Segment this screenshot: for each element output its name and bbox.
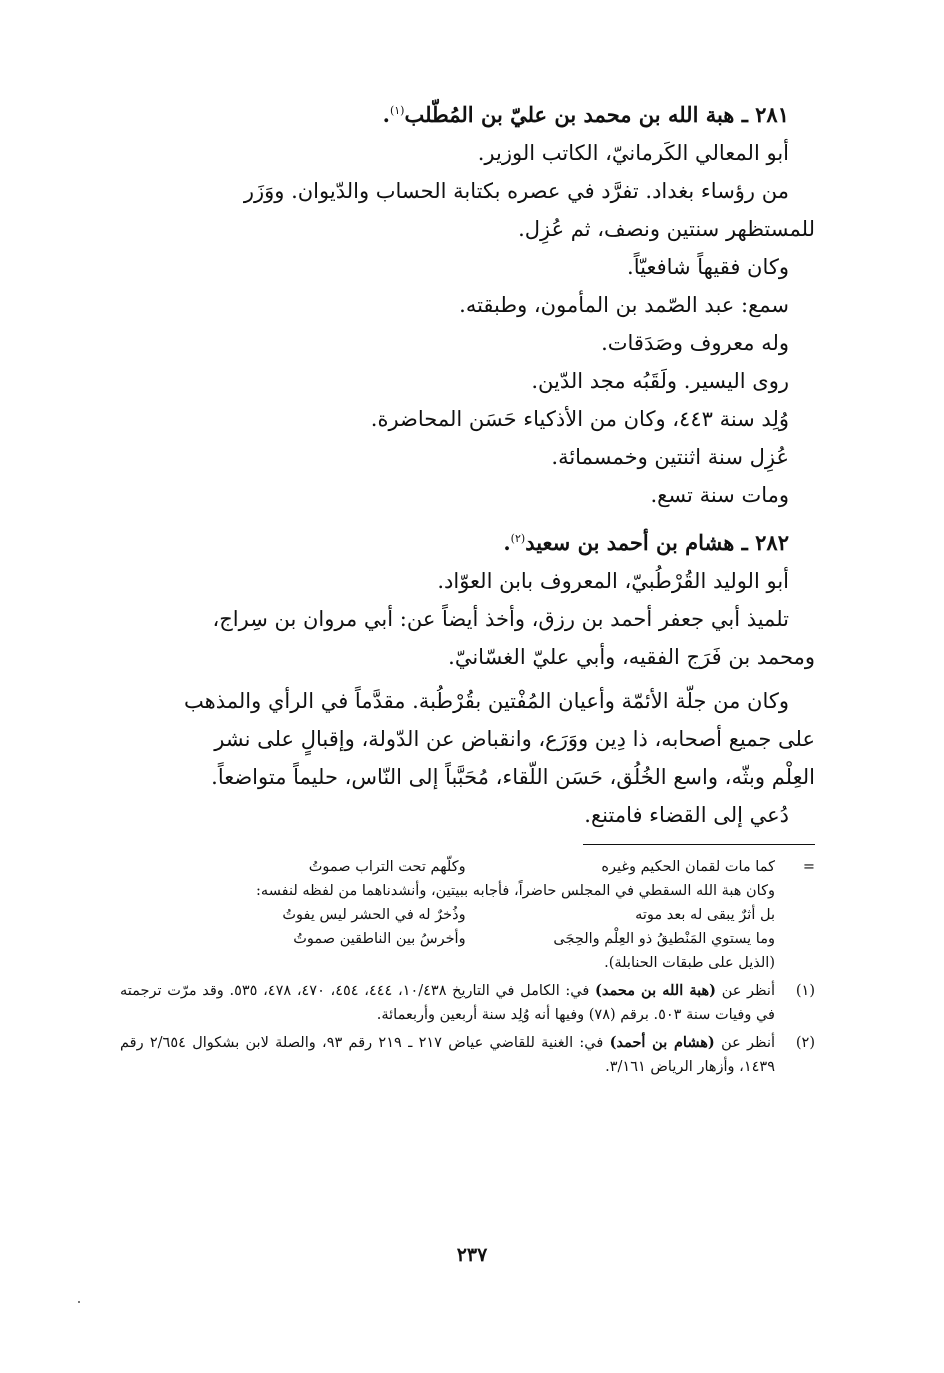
footnote-divider <box>583 844 815 845</box>
scan-speck <box>78 1301 80 1303</box>
verse-hemistich: بل أثرٌ يبقى له بعد موته <box>635 907 775 923</box>
text-line: سمع: عبد الصّمد بن المأمون، وطبقته. <box>459 293 789 317</box>
text-line: ومات سنة تسع. <box>650 483 789 507</box>
verse-line <box>120 855 775 879</box>
verse-hemistich: وأخرسُ بين الناطقين صموتُ <box>293 931 466 947</box>
footnote-body: أنظر عن (هشام بن أحمد) في: الغنية للقاضي عياض ٢١٧ ـ ٢١٩ رقم ٩٣، والصلة لابن بشكوال ٢/٦٥٤ رقم ١٤٣٩، وأزهار الرياض ٣/١٦١. <box>120 1034 776 1075</box>
footnote-continuation <box>120 855 815 975</box>
text-line: للمستظهر سنتين ونصف، ثم عُزِل. <box>518 217 815 241</box>
page-number: ٢٣٧ <box>456 1244 488 1266</box>
text-line: على جميع أصحابه، ذا دِين ووَرَع، وانقباض عن الدّولة، وإقبالٍ على نشر <box>214 727 815 751</box>
text-line: وكان من جلّة الأئمّة وأعيان المُفْتين بقُرْطُبة. مقدَّماً في الرأي والمذهب <box>184 689 789 713</box>
verse-hemistich: كما مات لقمان الحكيم وغيره <box>601 859 775 875</box>
text-line: وُلِد سنة ٤٤٣، وكان من الأذكياء حَسَن المحاضرة. <box>370 407 789 431</box>
footnote-ref[interactable]: (١) <box>389 104 405 117</box>
text-line: دُعي إلى القضاء فامتنع. <box>584 803 789 827</box>
text-line: وكان فقيهاً شافعيّاً. <box>627 255 789 279</box>
footnote-subject: (هبة الله بن محمد) <box>594 982 717 999</box>
text-line: روى اليسير. ولَقَبُه مجد الدّين. <box>531 369 789 393</box>
text-line: وله معروف وصَدَقات. <box>601 331 789 355</box>
footnote-source: (الذيل على طبقات الحنابلة). <box>604 955 775 971</box>
text-line: أبو المعالي الكَرمانيّ، الكاتب الوزير. <box>477 141 789 165</box>
page <box>120 92 815 1292</box>
text-line: عُزِل سنة اثنتين وخمسمائة. <box>551 445 789 469</box>
footnote-body <box>120 855 775 975</box>
entry-heading: ٢٨٢ ـ هشام بن أحمد بن سعيد$^{(٢)}$. <box>503 530 789 555</box>
footnote-subject: (هشام بن أحمد) <box>609 1034 715 1051</box>
verse-hemistich: وكلّهم تحت التراب صموتُ <box>308 859 466 875</box>
entry-heading: ٢٨١ ـ هبة الله بن محمد بن عليّ بن المُطّلب$^{(١)}$. <box>382 102 789 127</box>
footnote-prose: وكان هبة الله السقطي في المجلس حاضراً، فأجابه ببيتين، وأنشدناهما من لفظه لنفسه: <box>256 883 775 899</box>
verse-line <box>120 903 775 927</box>
footnote-number: (٢) <box>795 1035 815 1051</box>
text-line: من رؤساء بغداد. تفرَّد في عصره بكتابة الحساب والدّيوان. ووَزَر <box>243 179 789 203</box>
verse-hemistich: وذُخرٌ له في الحشر ليس يفوتُ <box>282 907 466 923</box>
text-line: العِلْم وبثّه، واسع الخُلُق، حَسَن اللّقاء، مُحَبَّباً إلى النّاس، حليماً متواضعاً. <box>211 765 815 789</box>
text-line: ومحمد بن فَرَج الفقيه، وأبي عليّ الغسّانيّ. <box>448 645 815 669</box>
verse-hemistich: وما يستوي المَنْطيقُ ذو العِلْم والحِجَى <box>553 931 775 947</box>
footnote-2 <box>120 1031 815 1079</box>
footnote-body: أنظر عن (هبة الله بن محمد) في: الكامل في التاريخ ١٠/٤٣٨، ٤٤٤، ٤٥٤، ٤٧٠، ٤٧٨، ٥٣٥. وقد مرّت ترجمته في وفيات سنة ٥٠٣. برقم (٧٨) وفيها أنه وُلِد سنة أربعين وأربعمائة. <box>120 982 775 1023</box>
text-line: أبو الوليد القُرْطُبيّ، المعروف بابن العوّاد. <box>437 569 789 593</box>
footnote-number: (١) <box>795 983 815 999</box>
text-line: تلميذ أبي جعفر أحمد بن رزق، وأخذ أيضاً عن: أبي مروان بن سِراج، <box>212 607 789 631</box>
footnote-ref[interactable]: (٢) <box>510 532 526 545</box>
verse-line <box>120 927 775 951</box>
continuation-mark: = <box>802 859 815 875</box>
footnote-1 <box>120 979 815 1027</box>
main-text <box>120 92 815 834</box>
footnotes <box>120 855 815 1079</box>
